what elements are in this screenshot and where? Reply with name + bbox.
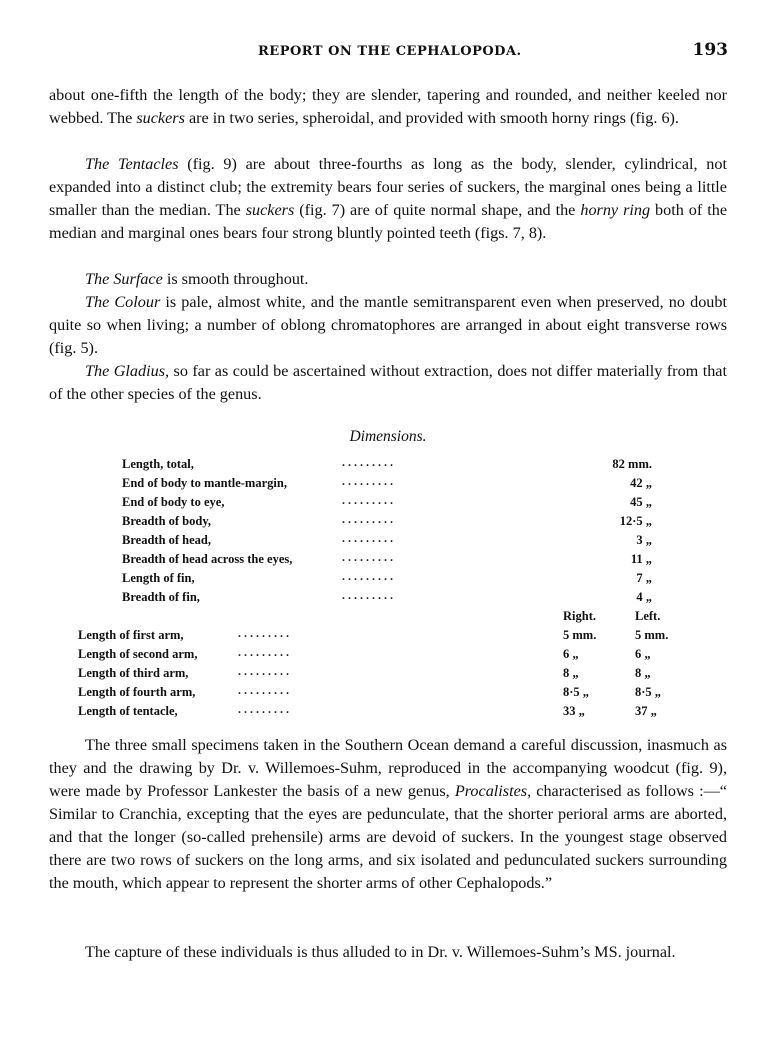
arm-row <box>78 683 705 702</box>
arm-row <box>78 664 705 683</box>
dot-leader: . . . . . . . . . <box>342 550 393 564</box>
dot-leader: . . . . . . . . . <box>238 663 289 678</box>
arm-right-value: 5 mm. <box>563 627 597 642</box>
dimension-row <box>122 550 658 569</box>
dimension-label: Breadth of fin, <box>122 590 200 604</box>
dot-leader: . . . . . . . . . <box>342 493 393 507</box>
dimension-label: End of body to mantle-margin, <box>122 476 287 490</box>
running-head: REPORT ON THE CEPHALOPODA. <box>258 44 522 59</box>
arm-left-value: 8 „ <box>635 665 651 680</box>
dimension-row <box>122 531 658 550</box>
arm-left-value: 6 „ <box>635 646 651 661</box>
paragraph-surface: The Surface is smooth throughout. <box>85 270 309 288</box>
dimension-value: 7 „ <box>636 571 652 585</box>
arm-label: Length of tentacle, <box>78 703 178 718</box>
paragraph-capture: The capture of these individuals is thus alluded to in Dr. v. Willemoes-Suhm’s MS. journal. <box>85 943 676 961</box>
dot-leader: . . . . . . . . . <box>238 625 289 640</box>
dot-leader: . . . . . . . . . <box>342 531 393 545</box>
dimensions-table <box>122 455 658 607</box>
arm-right-value: 6 „ <box>563 646 579 661</box>
dot-leader: . . . . . . . . . <box>238 644 289 659</box>
arm-right-value: 8 „ <box>563 665 579 680</box>
paragraph-arms-continued: about one-fifth the length of the body; they are slender, tapering and rounded, and neither keeled nor webbed. The suckers are in two series, spheroidal, and provided with smooth horny rings (fig. 6). <box>49 86 727 127</box>
arm-label: Length of third arm, <box>78 665 189 680</box>
dimension-value: 82 mm. <box>612 457 652 471</box>
arm-label: Length of fourth arm, <box>78 684 196 699</box>
arm-label: Length of first arm, <box>78 627 184 642</box>
dimension-label: Breadth of head, <box>122 533 212 547</box>
arm-left-value: 37 „ <box>635 703 657 718</box>
dimension-row <box>122 493 658 512</box>
dimension-value: 11 „ <box>630 552 652 566</box>
dot-leader: . . . . . . . . . <box>342 474 393 488</box>
dimension-row <box>122 512 658 531</box>
arms-header-row <box>78 607 705 626</box>
dimension-label: Length of fin, <box>122 571 195 585</box>
dimension-label: Length, total, <box>122 457 194 471</box>
arm-label: Length of second arm, <box>78 646 198 661</box>
arm-left-value: 5 mm. <box>635 627 669 642</box>
dot-leader: . . . . . . . . . <box>342 455 393 469</box>
dimension-value: 4 „ <box>636 590 652 604</box>
dimension-value: 12·5 „ <box>619 514 652 528</box>
left-column-header: Left. <box>635 608 661 623</box>
arm-right-value: 33 „ <box>563 703 585 718</box>
dimension-label: End of body to eye, <box>122 495 225 509</box>
paragraph-gladius: The Gladius, so far as could be ascertained without extraction, does not differ materially from that of the other species of the genus. <box>49 362 727 403</box>
dot-leader: . . . . . . . . . <box>342 569 393 583</box>
arms-table <box>78 607 705 721</box>
page-number: 193 <box>692 40 728 60</box>
arm-row <box>78 702 705 721</box>
dimension-value: 42 „ <box>630 476 652 490</box>
arm-row <box>78 645 705 664</box>
dot-leader: . . . . . . . . . <box>238 701 289 716</box>
arm-left-value: 8·5 „ <box>635 684 662 699</box>
paragraph-southern-ocean: The three small specimens taken in the Southern Ocean demand a careful discussion, inasmuch as they and the drawing by Dr. v. Willemoes-Suhm, reproduced in the accompanying woodcut (fig. 9), were made by Professor Lankester the basis of a new genus, Procalistes, characterised as follows :—“ Similar to Cranchia, excepting that the eyes are pedunculate, that the shorter perioral arms are aborted, and that the longer (so-called prehensile) arms are devoid of suckers. In the youngest stage observed there are two rows of suckers on the long arms, and six isolated and pedunculated suckers surrounding the mouth, which appear to represent the shorter arms of other Cephalopods.” <box>49 736 727 892</box>
right-column-header: Right. <box>563 608 596 623</box>
arm-row <box>78 626 705 645</box>
dot-leader: . . . . . . . . . <box>342 512 393 526</box>
arm-right-value: 8·5 „ <box>563 684 590 699</box>
dimension-value: 3 „ <box>636 533 652 547</box>
dimension-row <box>122 455 658 474</box>
dimension-value: 45 „ <box>630 495 652 509</box>
dimensions-title: Dimensions. <box>349 428 427 445</box>
dimension-label: Breadth of body, <box>122 514 212 528</box>
dimension-label: Breadth of head across the eyes, <box>122 552 293 566</box>
dimension-row <box>122 588 658 607</box>
dimension-row <box>122 474 658 493</box>
dot-leader: . . . . . . . . . <box>238 682 289 697</box>
paragraph-colour: The Colour is pale, almost white, and the mantle semitransparent even when preserved, no doubt quite so when living; a number of oblong chromatophores are arranged in about eight transverse rows (fig. 5). <box>49 293 727 357</box>
dot-leader: . . . . . . . . . <box>342 588 393 602</box>
dimension-row <box>122 569 658 588</box>
paragraph-tentacles: The Tentacles (fig. 9) are about three-fourths as long as the body, slender, cylindrical, not expanded into a distinct club; the extremity bears four series of suckers, the marginal ones being a little smaller than the median. The suckers (fig. 7) are of quite normal shape, and the horny ring both of the median and marginal ones bears four strong bluntly pointed teeth (figs. 7, 8). <box>49 155 728 242</box>
